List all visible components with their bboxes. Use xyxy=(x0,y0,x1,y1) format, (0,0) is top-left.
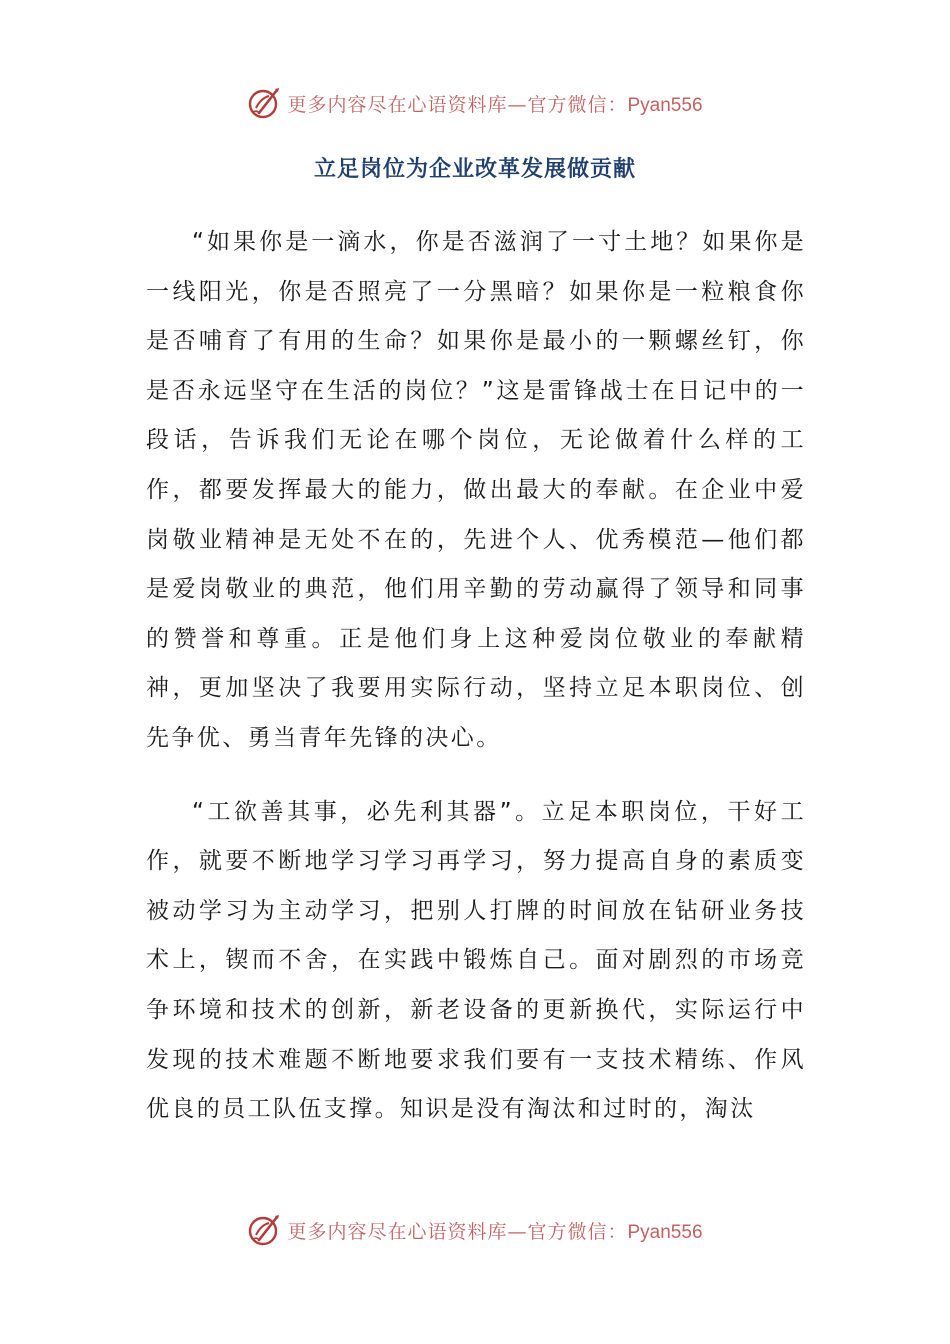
banner-text: 更多内容尽在心语资料库—官方微信：Pyan556 xyxy=(287,1220,703,1243)
paragraph-2: “工欲善其事，必先利其器”。立足本职岗位，干好工作，就要不断地学习学习再学习，努力提高自身的素质变被动学习为主动学习，把别人打牌的时间放在钻研业务技术上，锲而不舍，在实践中锻炼自己。面对剧烈的市场竞争环境和技术的创新，新老设备的更新换代，实际运行中发现的技术难题不断地要求我们要有一支技术精练、作风优良的员工队伍支撑。知识是没有淘汰和过时的，淘汰 xyxy=(146,798,806,1123)
document-body xyxy=(146,218,806,1159)
wechat-id: Pyan556 xyxy=(627,1221,703,1243)
pen-logo-icon xyxy=(247,1213,281,1247)
footer-banner xyxy=(0,1210,950,1250)
banner-text: 更多内容尽在心语资料库—官方微信：Pyan556 xyxy=(287,93,703,116)
document-title: 立足岗位为企业改革发展做贡献 xyxy=(313,157,636,182)
paragraph-1: “如果你是一滴水，你是否滋润了一寸土地？如果你是一线阳光，你是否照亮了一分黑暗？如果你是一粒粮食你是否哺育了有用的生命？如果你是最小的一颗螺丝钉，你是否永远坚守在生活的岗位？”这是雷锋战士在日记中的一段话，告诉我们无论在哪个岗位，无论做着什么样的工作，都要发挥最大的能力，做出最大的奉献。在企业中爱岗敬业精神是无处不在的，先进个人、优秀模范—他们都是爱岗敬业的典范，他们用辛勤的劳动赢得了领导和同事的赞誉和尊重。正是他们身上这种爱岗位敬业的奉献精神，更加坚决了我要用实际行动，坚持立足本职岗位、创先争优、勇当青年先锋的决心。 xyxy=(146,229,806,751)
wechat-id: Pyan556 xyxy=(627,94,703,116)
pen-logo-icon xyxy=(247,86,281,120)
header-banner xyxy=(0,83,950,123)
